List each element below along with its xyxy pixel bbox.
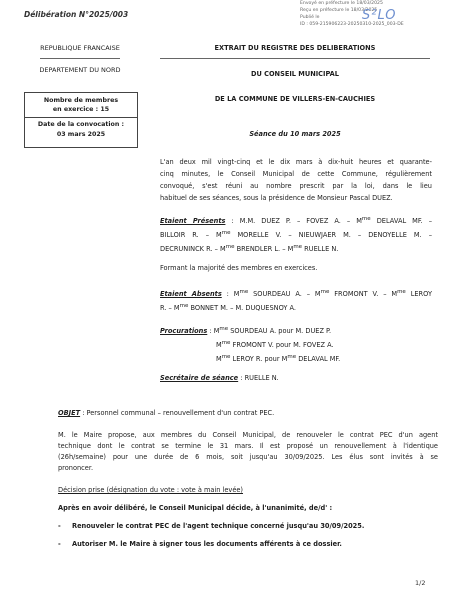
stamp-signature: S²LO (362, 8, 397, 23)
intro-line: L'an deux mil vingt-cinq et le dix mars à dix-huit heures et quarante- (160, 158, 432, 166)
info-box (24, 92, 138, 148)
proposal-line: prononcer. (58, 464, 94, 472)
absents-block: Etaient Absents : $M^{me}$ SOURDEAU A. – $M^{me}$ FROMONT V. – $M^{me}$ LEROY R. – $M^{me}$ BONNET M. – M. DUQUESNOY A. (160, 289, 432, 313)
republic-label: REPUBLIQUE FRANCAISE (40, 44, 120, 52)
object-line (58, 407, 438, 419)
proposal-line: M. le Maire propose, aux membres du Conseil Municipal, de renouveler le contrat PEC d'un agent (58, 431, 438, 439)
intro-line: convoqué, s'est réuni au nombre prescrit par la loi, dans le lieu (160, 182, 432, 190)
presents-label: Etaient Présents (160, 217, 226, 226)
convocation-date: 03 mars 2025 (56, 131, 106, 138)
procurations-block: Procurations : $M^{me}$ SOURDEAU A. pour M. DUEZ P. $M^{me}$ FROMONT V. pour M. FOVEZ A. $M^{me}$ LEROY R. pour $M^{me}$ DELAVAL MF. (160, 326, 341, 364)
stamp-published: Publié le (300, 15, 320, 20)
department-label: DEPARTEMENT DU NORD (39, 66, 121, 74)
absents-label: Etaient Absents (160, 290, 222, 299)
divider (160, 58, 430, 59)
prefecture-stamp (300, 0, 450, 28)
proposal-line: (26h/semaine) pour une durée de 6 mois, soit jusqu'au 30/09/2025. Les élus sont invités à se (58, 453, 438, 461)
extract-title: EXTRAIT DU REGISTRE DES DELIBERATIONS (214, 44, 376, 52)
object-text: : Personnel communal – renouvellement d'un contrat PEC. (80, 409, 275, 417)
bullet-dash: - (58, 540, 61, 548)
intro-line: cinq minutes, le Conseil Municipal de cette Commune, régulièrement (160, 170, 432, 178)
stamp-id: ID : 059-215906223-20250310-2025_003-DE (300, 22, 404, 27)
page-number: 1/2 (415, 579, 426, 587)
secretary-label: Secrétaire de séance (160, 374, 239, 382)
intro-paragraph (160, 156, 432, 204)
members-value: en exercice : 15 (52, 106, 110, 113)
intro-line: habituel de ses séances, sous la présidence de Monsieur Pascal DUEZ. (160, 194, 393, 202)
convocation-label: Date de la convocation : (37, 121, 125, 128)
stamp-received: Reçu en préfecture le 18/03/2025 (300, 8, 378, 13)
decision-label: Décision prise (désignation du vote : vote à main levée) (58, 486, 244, 494)
procurations-label: Procurations (160, 327, 208, 336)
members-label: Nombre de membres (43, 97, 119, 104)
decision-intro: Après en avoir délibéré, le Conseil Municipal décide, à l'unanimité, de/d' : (58, 504, 333, 512)
object-label: OBJET (58, 409, 81, 417)
proposal-line: technique dont le contrat se termine le 31 mars. Il est proposé un renouvellement à l'identique (58, 442, 438, 450)
proposal-paragraph (58, 430, 438, 474)
deliberation-number: Délibération N°2025/003 (24, 10, 129, 19)
bullet-dash: - (58, 522, 61, 530)
council-title: DU CONSEIL MUNICIPAL (250, 70, 339, 78)
divider (40, 58, 120, 59)
stamp-sent: Envoyé en préfecture le 18/03/2025 (300, 1, 383, 6)
presents-block: Etaient Présents : M.M. DUEZ P. – FOVEZ A. – $M^{me}$ DELAVAL MF. – BILLOIR R. – $M^{me}$ MORELLE V. – NIEUWJAER M. – DENOYELLE M. – DECRUNINCK R. – $M^{me}$ BRENDLER L. – $M^{me}$ RUELLE N. (160, 216, 432, 254)
secretary-value: : RUELLE N. (238, 374, 279, 382)
decision-item: - Renouveler le contrat PEC de l'agent technique concerné jusqu'au 30/09/2025. (58, 522, 365, 530)
majority-text: Formant la majorité des membres en exercices. (160, 264, 318, 272)
decision-item: - Autoriser M. le Maire à signer tous les documents afférents à ce dossier. (58, 540, 342, 548)
secretary-line (160, 372, 432, 384)
commune-title: DE LA COMMUNE DE VILLERS-EN-CAUCHIES (214, 95, 376, 103)
session-date: Séance du 10 mars 2025 (249, 130, 341, 138)
